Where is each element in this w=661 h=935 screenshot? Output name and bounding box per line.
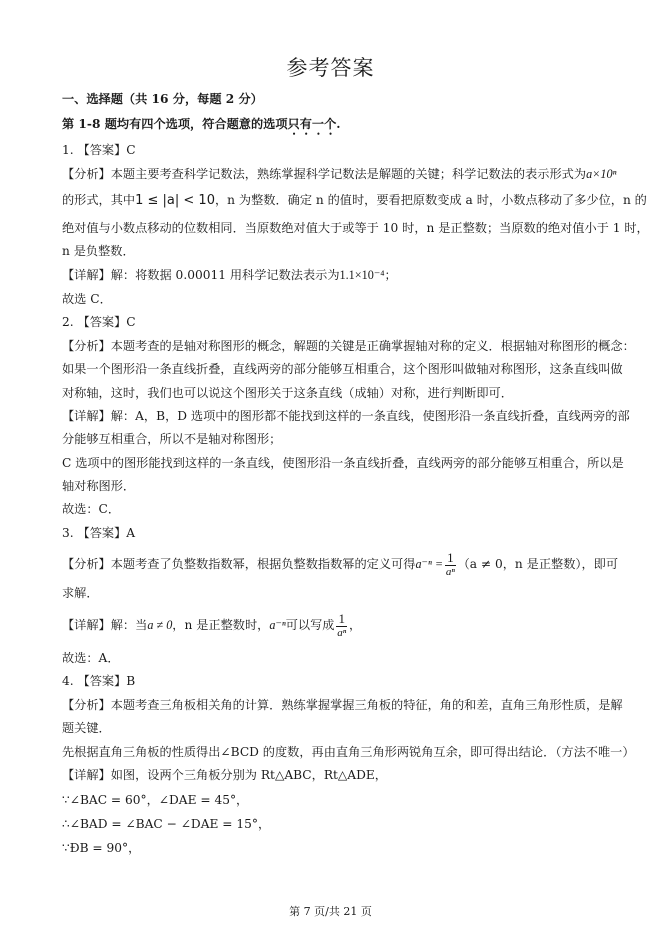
q2-detail-line2: 分能够互相重合，所以不是轴对称图形； [62, 432, 282, 446]
q1-analysis-line1 [62, 166, 631, 183]
q3-detail-end: ， [348, 618, 362, 632]
q3-fraction-denominator: aⁿ [445, 566, 455, 578]
q4-step3: ∵ĐB = 90°， [62, 841, 141, 855]
page-footer: 第 7 页/共 21 页 [289, 905, 372, 918]
q3-detail-text-b: ，n 是正整数时， [172, 618, 270, 632]
q3-analysis-expr: a⁻ⁿ = [415, 557, 444, 571]
q3-detail [62, 608, 631, 642]
q1-analysis-line2 [62, 192, 647, 209]
q1-detail-text: 【详解】解：将数据 0.00011 用科学记数法表示为 [62, 268, 340, 282]
q3-detail-cond: a ≠ 0 [147, 618, 173, 632]
q1-sci-form: a×10ⁿ [586, 167, 617, 181]
q1-detail-end: ； [384, 268, 397, 282]
q3-conclusion: 故选：A． [62, 651, 120, 665]
q3-analysis-text: 【分析】本题考查了负整数指数幂，根据负整数指数幂的定义可得 [62, 557, 416, 571]
q2-detail-line1: 【详解】解：A，B，D 选项中的图形都不能找到这样的一条直线，使图形沿一条直线折叠，直线两旁的部 [62, 409, 630, 423]
section-note-prefix: 第 1-8 题均有四个选项，符合题意的选项 [62, 117, 288, 131]
q1-analysis-line3: 绝对值与小数点移动的位数相同．当原数绝对值大于或等于 10 时，n 是正整数；当原数的绝对值小于 1 时， [62, 221, 649, 235]
q1-analysis-text: 【分析】本题主要考查科学记数法，熟练掌握科学记数法是解题的关键；科学记数法的表示形式为 [62, 167, 587, 181]
q3-detail-fraction [336, 611, 347, 640]
q1-analysis-line4: n 是负整数． [62, 244, 135, 258]
q3-detail-fraction-denominator: aⁿ [337, 627, 347, 639]
q2-analysis-line1: 【分析】本题考查的是轴对称图形的概念，解题的关键是正确掌握轴对称的定义．根据轴对称图形的概念： [62, 339, 635, 353]
q3-fraction [445, 550, 456, 579]
q3-answer: 3. 【答案】A [62, 526, 136, 540]
q1-analysis-text-2b: ，n 为整数．确定 n 的值时，要看把原数变成 a 时，小数点移动了多少位，n 的 [214, 193, 647, 207]
q3-analysis-cond: （a ≠ 0，n 是正整数），即可 [457, 557, 619, 571]
section-heading: 一、选择题（共 16 分，每题 2 分） [62, 92, 263, 106]
q2-conclusion: 故选：C． [62, 502, 121, 516]
section-note-emphasis: 只有一个 [287, 117, 337, 131]
q1-abs-range: 1 ≤ |a| < 10 [135, 193, 215, 208]
q1-analysis-text-2a: 的形式，其中 [62, 193, 136, 207]
q2-analysis-line3: 对称轴，这时，我们也可以说这个图形关于这条直线（成轴）对称，进行判断即可． [62, 386, 513, 400]
q2-analysis-line2: 如果一个图形沿一条直线折叠，直线两旁的部分能够互相重合，这个图形叫做轴对称图形，这条直线叫做 [62, 362, 623, 376]
q1-detail-value: 1.1×10⁻⁴ [339, 268, 385, 282]
q3-detail-text-c: 可以写成 [285, 618, 335, 632]
q2-detail-line3: C 选项中的图形能找到这样的一条直线，使图形沿一条直线折叠，直线两旁的部分能够互相重合，所以是 [62, 456, 624, 470]
page-title: 参考答案 [286, 56, 375, 80]
q4-answer: 4. 【答案】B [62, 674, 136, 688]
q3-detail-text-a: 【详解】解：当 [62, 618, 148, 632]
section-note [62, 116, 631, 138]
q2-answer: 2. 【答案】C [62, 315, 136, 329]
q4-analysis-line3: 先根据直角三角板的性质得出∠BCD 的度数，再由直角三角形两锐角互余，即可得出结论．（方法不唯一） [62, 745, 635, 759]
q3-detail-fraction-numerator: 1 [338, 611, 345, 626]
section-note-suffix: . [336, 117, 341, 131]
q4-analysis-line2: 题关键． [62, 721, 111, 735]
q4-step1: ∵∠BAC = 60°，∠DAE = 45°， [62, 793, 249, 807]
q3-analysis-line1 [62, 547, 631, 581]
q4-step2: ∴∠BAD = ∠BAC − ∠DAE = 15°， [62, 817, 271, 831]
q1-detail [62, 267, 631, 284]
q1-answer: 1. 【答案】C [62, 143, 136, 157]
q3-fraction-numerator: 1 [447, 550, 454, 565]
q3-detail-expr: a⁻ⁿ [269, 618, 286, 632]
q4-analysis-line1: 【分析】本题考查三角板相关角的计算．熟练掌握掌握三角板的特征，角的和差，直角三角形性质，是解 [62, 698, 623, 712]
q4-detail-line1: 【详解】如图，设两个三角板分别为 Rt△ABC，Rt△ADE， [62, 768, 387, 782]
q3-analysis-line2: 求解． [62, 586, 99, 600]
q2-detail-line4: 轴对称图形． [62, 479, 136, 493]
q1-conclusion: 故选 C． [62, 292, 112, 306]
